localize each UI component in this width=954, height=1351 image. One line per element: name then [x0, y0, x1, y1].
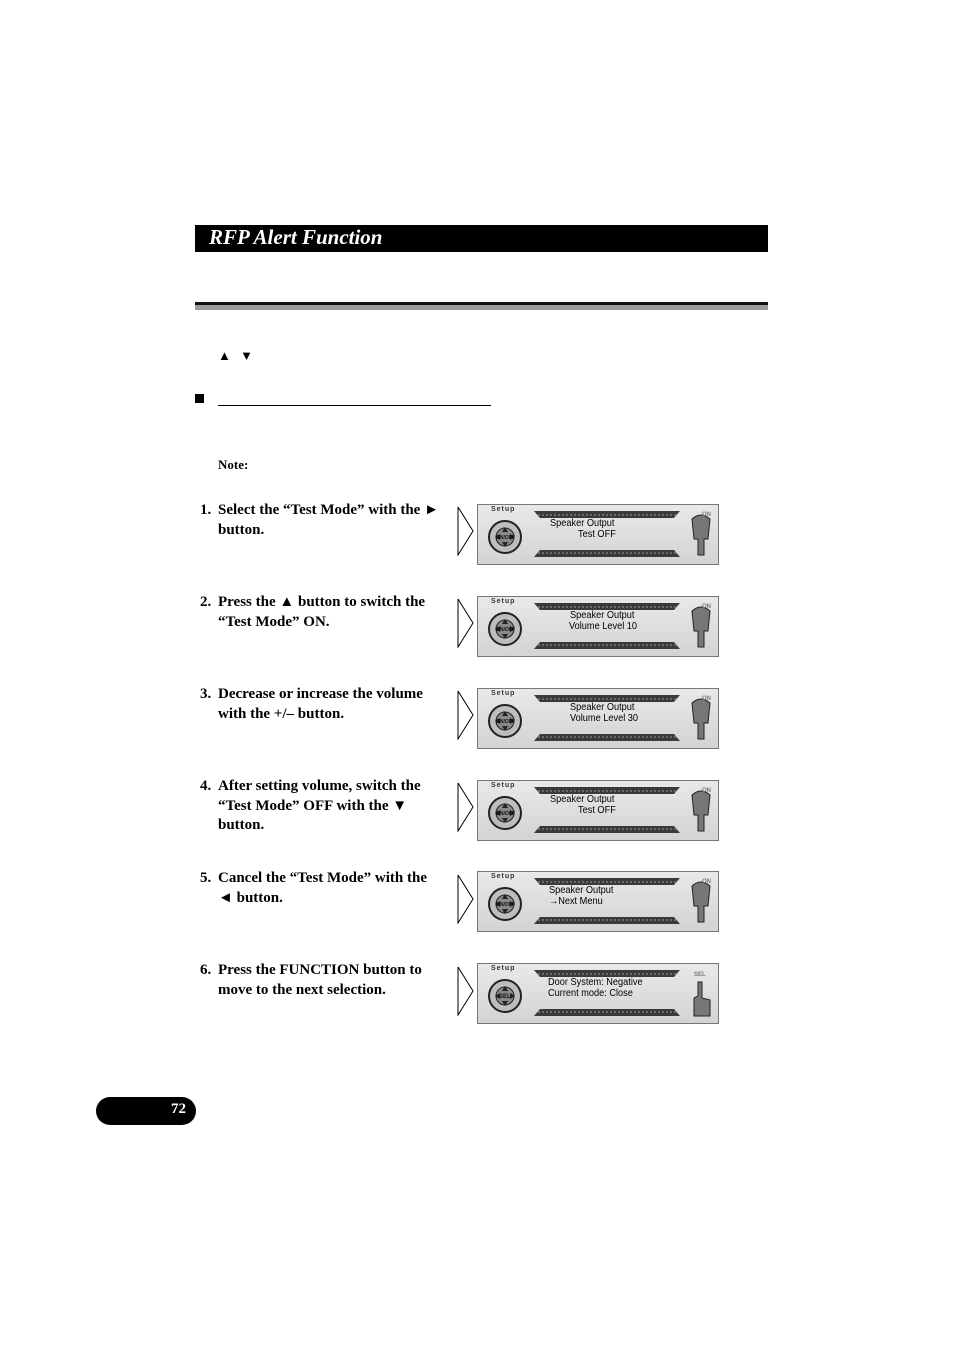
display-line-1: Speaker Output — [570, 702, 635, 713]
press-hand-icon — [686, 785, 716, 837]
press-hand-icon — [686, 693, 716, 745]
control-knob-icon — [485, 515, 525, 555]
control-knob-icon — [485, 882, 525, 922]
step-4 — [200, 777, 445, 836]
square-bullet-icon — [195, 394, 204, 403]
screen-mode-label: Setup — [491, 506, 516, 513]
chevron-right-icon — [457, 782, 475, 832]
step-2 — [200, 593, 445, 632]
display-line-2: Volume Level 30 — [570, 713, 639, 724]
knob-label: SEL — [499, 994, 511, 1000]
side-label: ON — [702, 604, 711, 610]
display-line-1: Speaker Output — [550, 518, 615, 529]
page-number: 72 — [171, 1101, 186, 1117]
step-number: 3. — [200, 686, 212, 702]
knob-label: ON/OFF — [496, 902, 515, 908]
step-text: Decrease or increase the volume with the +/– button. — [218, 686, 423, 722]
control-knob-icon — [485, 791, 525, 831]
screen-mode-label: Setup — [491, 690, 516, 697]
subsection-underline — [218, 405, 491, 406]
screen-mode-label: Setup — [491, 782, 516, 789]
display-line-2: Current mode: Close — [548, 988, 633, 999]
display-line-1: Speaker Output — [550, 794, 615, 805]
section-title-bar — [195, 225, 768, 252]
knob-label: ON/OFF — [496, 719, 515, 725]
control-knob-icon — [485, 607, 525, 647]
step-5 — [200, 869, 445, 908]
display-line-2: Test OFF — [578, 529, 616, 540]
side-label: ON — [702, 788, 711, 794]
step-text: Press the FUNCTION button to move to the next selection. — [218, 962, 422, 998]
knob-label: ON/OFF — [496, 535, 515, 541]
step-text: After setting volume, switch the “Test Mode” OFF with the ▼ button. — [218, 778, 421, 833]
up-down-arrow-icons: ▲ ▼ — [218, 348, 256, 363]
side-label: ON — [702, 512, 711, 518]
display-line-2: Volume Level 10 — [569, 621, 638, 632]
note-label: Note: — [218, 457, 249, 472]
step-1 — [200, 501, 445, 540]
pointing-hand-icon — [686, 968, 716, 1020]
display-screen — [477, 596, 719, 657]
step-number: 2. — [200, 594, 212, 610]
display-screen — [477, 504, 719, 565]
display-screen — [477, 871, 719, 932]
display-line-1: Speaker Output — [570, 610, 635, 621]
control-knob-icon — [485, 974, 525, 1014]
display-screen — [477, 688, 719, 749]
side-label: ON — [702, 696, 711, 702]
side-label: ON — [702, 879, 711, 885]
screen-mode-label: Setup — [491, 965, 516, 972]
control-knob-icon — [485, 699, 525, 739]
display-line-2: Test OFF — [578, 805, 616, 816]
step-number: 5. — [200, 870, 212, 886]
section-title: RFP Alert Function — [209, 225, 383, 249]
press-hand-icon — [686, 601, 716, 653]
knob-label: ON/OFF — [496, 627, 515, 633]
step-3 — [200, 685, 445, 724]
press-hand-icon — [686, 509, 716, 561]
step-number: 4. — [200, 778, 212, 794]
knob-label: ON/OFF — [496, 811, 515, 817]
display-line-2: →Next Menu — [549, 896, 603, 907]
screen-mode-label: Setup — [491, 598, 516, 605]
page-number-badge — [96, 1097, 196, 1125]
chevron-right-icon — [457, 506, 475, 556]
step-text: Press the ▲ button to switch the “Test Mode” ON. — [218, 594, 426, 630]
step-6 — [200, 961, 445, 1000]
chevron-right-icon — [457, 874, 475, 924]
display-line-1: Door System: Negative — [548, 977, 643, 988]
side-label: SEL — [694, 972, 706, 978]
step-number: 6. — [200, 962, 212, 978]
chevron-right-icon — [457, 966, 475, 1016]
display-screen — [477, 963, 719, 1024]
step-text: Select the “Test Mode” with the ► button. — [218, 502, 439, 538]
chevron-right-icon — [457, 598, 475, 648]
press-hand-icon — [686, 876, 716, 928]
screen-mode-label: Setup — [491, 873, 516, 880]
display-line-1: Speaker Output — [549, 885, 614, 896]
step-text: Cancel the “Test Mode” with the ◄ button. — [218, 870, 428, 906]
chevron-right-icon — [457, 690, 475, 740]
subheading-rule-shade — [195, 305, 768, 310]
step-number: 1. — [200, 502, 212, 518]
display-screen — [477, 780, 719, 841]
